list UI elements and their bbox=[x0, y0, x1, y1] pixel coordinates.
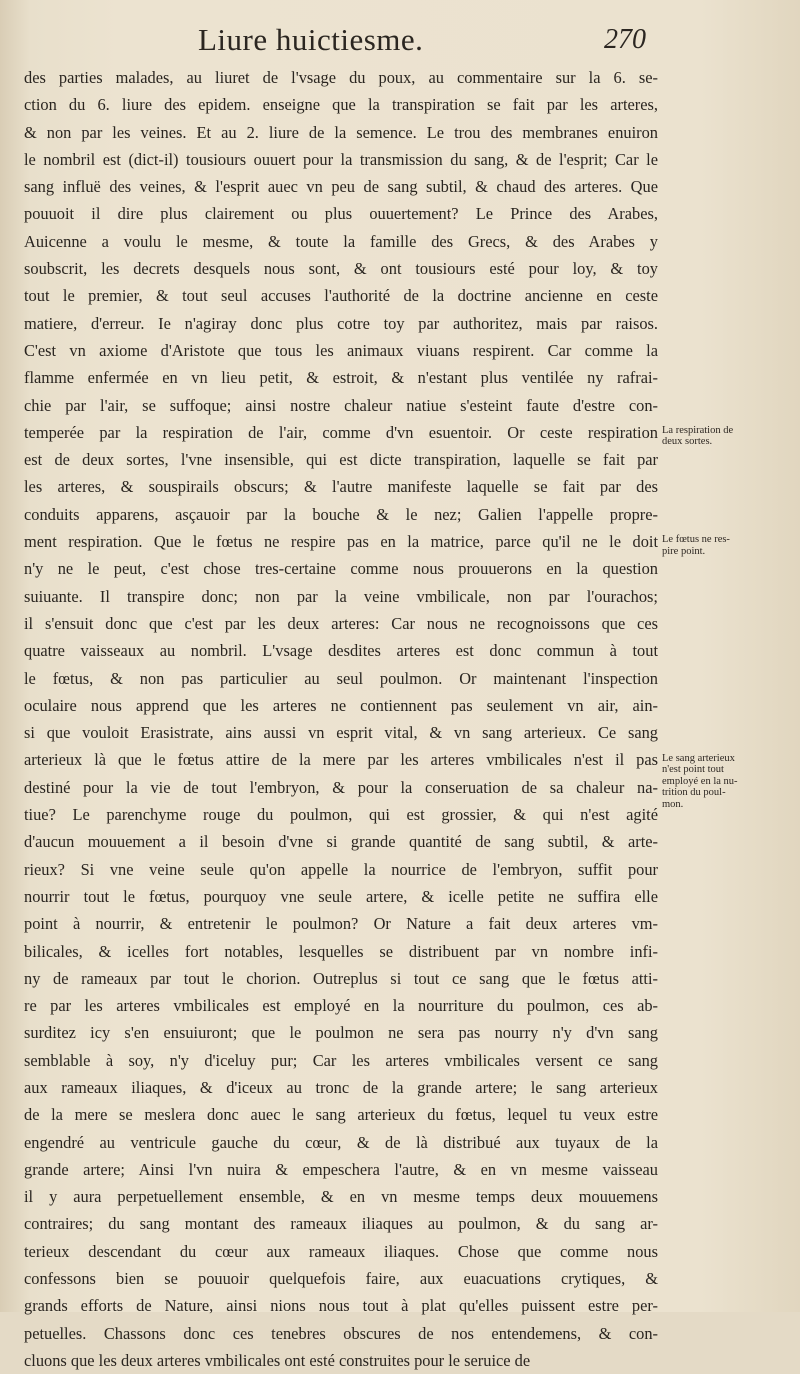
margin-note-line: employé en la nu- bbox=[662, 775, 738, 787]
margin-note-line: Le sang arterieux bbox=[662, 752, 735, 764]
text-line: confessons bien se pouuoir quelquefois faire, aux euacuations crytiques, & bbox=[24, 1269, 658, 1289]
text-line: destiné pour la vie de tout l'embryon, & pour la conseruation de sa chaleur na- bbox=[24, 777, 658, 797]
margin-note bbox=[662, 753, 796, 811]
text-line: le nombril est (dict-il) tousiours ouuert pour la transmission du sang, & de l'esprit; Car le bbox=[24, 149, 658, 169]
text-line: matiere, d'erreur. Ie n'agiray donc plus cotre toy par authoritez, mais par raisos. bbox=[24, 313, 658, 333]
text-line: ny de rameaux par tout le chorion. Outreplus si tout ce sang que le fœtus atti- bbox=[24, 968, 658, 988]
text-line: flamme enfermée en vn lieu petit, & estroit, & n'estant plus ventilée ny rafrai- bbox=[24, 368, 658, 388]
text-line: de la mere se meslera donc auec le sang arterieux du fœtus, lequel tu veux estre bbox=[24, 1105, 658, 1125]
text-line: temperée par la respiration de l'air, comme d'vn esuentoir. Or ceste respiration bbox=[24, 422, 658, 442]
margin-note-line: La respiration de bbox=[662, 424, 734, 436]
text-line: grands efforts de Nature, ainsi nions nous tout à plat qu'elles puissent estre per- bbox=[24, 1296, 658, 1316]
text-line: des parties malades, au liuret de l'vsage du poux, au commentaire sur la 6. se- bbox=[24, 68, 658, 87]
text-line: cluons que les deux arteres vmbilicales ont esté construites pour le seruice de bbox=[24, 1350, 531, 1370]
text-line: conduits apparens, asçauoir par la bouche & le nez; Galien l'appelle propre- bbox=[24, 504, 658, 524]
text-line: engendré au ventricule gauche du cœur, & de là distribué aux tuyaux de la bbox=[24, 1132, 658, 1152]
page-header bbox=[0, 22, 800, 62]
margin-note bbox=[662, 534, 796, 557]
text-line: oculaire nous apprend que les arteres ne contiennent pas seulement vn air, ain- bbox=[24, 695, 658, 715]
margin-note-line: deux sortes. bbox=[662, 436, 713, 448]
text-line: ment respiration. Que le fœtus ne respire pas en la matrice, parce qu'il ne le doit bbox=[24, 532, 658, 552]
margin-note bbox=[662, 425, 796, 448]
text-line: n'y ne le peut, c'est chose tres-certaine comme nous prouuerons en la question bbox=[24, 559, 658, 579]
text-line: pouuoit il dire plus clairement ou plus ouuertement? Le Prince des Arabes, bbox=[24, 204, 658, 224]
text-line: petuelles. Chassons donc ces tenebres obscures de nos entendemens, & con- bbox=[24, 1323, 658, 1343]
text-line: rieux? Si vne veine seule qu'on appelle la nourrice de l'embryon, suffit pour bbox=[24, 859, 658, 879]
text-line: nourrir tout le fœtus, pourquoy vne seule artere, & icelle petite ne suffira elle bbox=[24, 886, 658, 906]
text-line: ction du 6. liure des epidem. enseigne que la transpiration se fait par les arteres, bbox=[24, 95, 658, 115]
text-line: contraires; du sang montant des rameaux iliaques au poulmon, & du sang ar- bbox=[24, 1214, 658, 1234]
text-line: suiuante. Il transpire donc; non par la veine vmbilicale, non par l'ourachos; bbox=[24, 586, 658, 606]
margin-note-line: n'est point tout bbox=[662, 764, 724, 775]
margin-note-line: mon. bbox=[662, 798, 684, 810]
text-line: bilicales, & icelles fort notables, lesquelles se distribuent par vn nombre infi- bbox=[24, 941, 658, 961]
text-line: soubscrit, les decrets desquels nous sont, & ont tousiours esté pour loy, & toy bbox=[24, 259, 658, 279]
margin-note-line: pire point. bbox=[662, 545, 706, 557]
text-line: surditez icy s'en ensuiuront; que le poulmon ne sera pas nourry n'y d'vn sang bbox=[24, 1023, 658, 1043]
text-line: il s'ensuit donc que c'est par les deux arteres: Car nous ne recognoissons que ces bbox=[24, 613, 658, 633]
text-line: & non par les veines. Et au 2. liure de la semence. Le trou des membranes enuiron bbox=[24, 122, 658, 142]
text-line: quatre vaisseaux au nombril. L'vsage desdites arteres est donc commun à tout bbox=[24, 641, 658, 661]
text-line: aux rameaux iliaques, & d'iceux au tronc de la grande artere; le sang arterieux bbox=[24, 1077, 658, 1097]
text-line: Auicenne a voulu le mesme, & toute la famille des Grecs, & des Arabes y bbox=[24, 231, 658, 251]
text-line: les arteres, & souspirails obscurs; & l'autre manifeste laquelle se fait par des bbox=[24, 477, 658, 497]
margin-note-line: Le fœtus ne res- bbox=[662, 534, 730, 546]
text-line: point à nourrir, & entretenir le poulmon? Or Nature a fait deux arteres vm- bbox=[24, 914, 658, 934]
text-line: C'est vn axiome d'Aristote que tous les animaux viuans respirent. Car comme la bbox=[24, 340, 658, 360]
main-text-column bbox=[24, 64, 658, 1374]
text-line: grande artere; Ainsi l'vn nuira & empeschera l'autre, & en vn mesme vaisseau bbox=[24, 1159, 658, 1179]
text-line: le fœtus, & non pas particulier au seul poulmon. Or maintenant l'inspection bbox=[24, 668, 658, 688]
text-line: terieux descendant du cœur aux rameaux iliaques. Chose que comme nous bbox=[24, 1241, 658, 1261]
text-line: re par les arteres vmbilicales est employé en la nourriture du poulmon, ces ab- bbox=[24, 996, 658, 1016]
text-line: arterieux là que le fœtus attire de la mere par les arteres vmbilicales n'est il pas bbox=[24, 750, 658, 770]
text-line: chie par l'air, se suffoque; ainsi nostre chaleur natiue s'esteint faute d'estre con- bbox=[24, 395, 658, 415]
text-line: il y aura perpetuellement ensemble, & en vn mesme temps deux mouuemens bbox=[24, 1187, 658, 1207]
text-line: si que vouloit Erasistrate, ains aussi vn esprit vital, & vn sang arterieux. Ce sang bbox=[24, 723, 658, 743]
text-line: semblable à soy, n'y d'iceluy pur; Car les arteres vmbilicales versent ce sang bbox=[24, 1050, 658, 1070]
margin-note-line: trition du poul- bbox=[662, 787, 726, 798]
text-line: tiue? Le parenchyme rouge du poulmon, qui est grossier, & qui n'est agité bbox=[24, 805, 658, 825]
text-line: est de deux sortes, l'vne insensible, qui est dicte transpiration, laquelle se fait par bbox=[24, 450, 658, 470]
text-line: sang influë des veines, & l'esprit auec vn peu de sang subtil, & chaud des arteres. Que bbox=[24, 177, 658, 197]
page-number: 270 bbox=[604, 24, 646, 55]
text-line: tout le premier, & tout seul accuses l'authorité de la doctrine ancienne en ceste bbox=[24, 286, 658, 306]
text-line: d'aucun mouuement a il besoin d'vne si grande quantité de sang subtil, & arte- bbox=[24, 832, 658, 852]
running-head: Liure huictiesme. bbox=[198, 22, 424, 57]
